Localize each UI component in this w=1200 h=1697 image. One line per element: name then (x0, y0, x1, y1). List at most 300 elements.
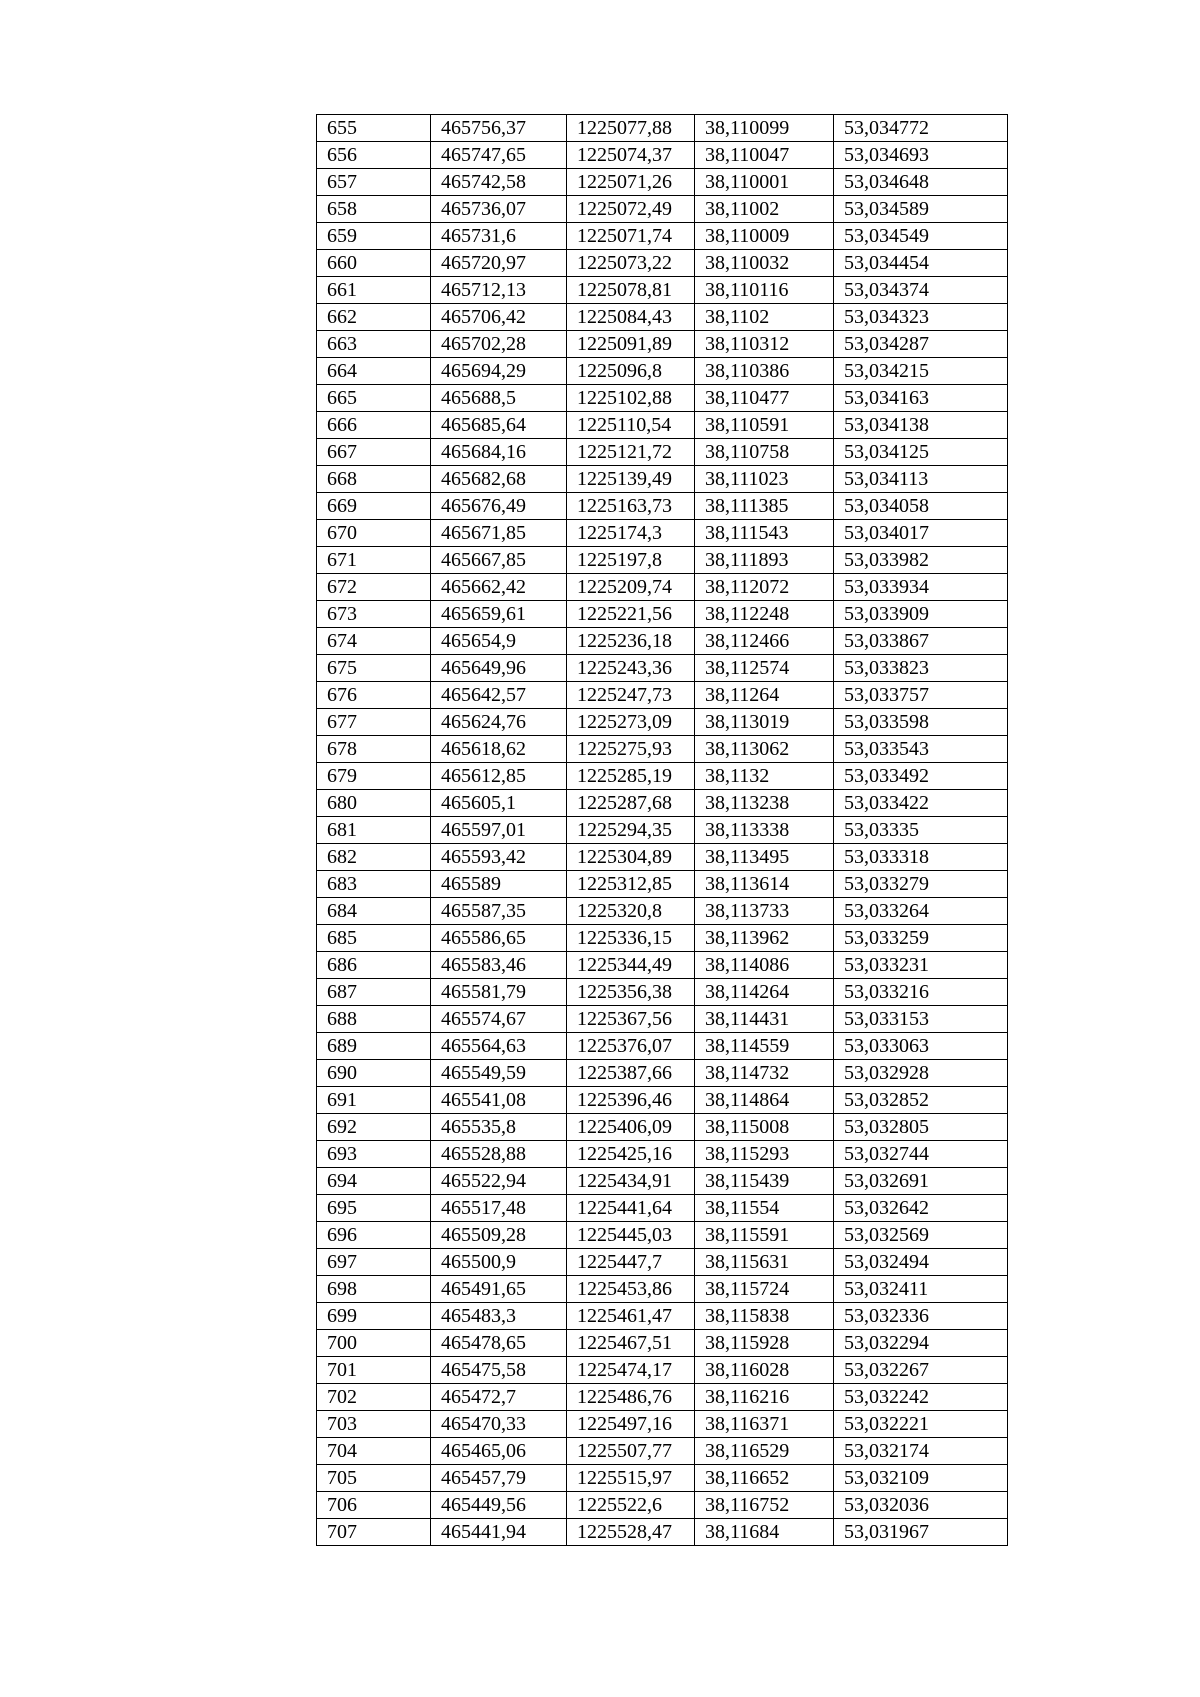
latitude-cell: 53,033422 (834, 790, 1008, 817)
latitude-cell: 53,032242 (834, 1384, 1008, 1411)
longitude-cell: 38,110032 (695, 250, 834, 277)
x-coordinate-cell: 465688,5 (431, 385, 567, 412)
latitude-cell: 53,032642 (834, 1195, 1008, 1222)
y-coordinate-cell: 1225320,8 (567, 898, 695, 925)
point-number-cell: 661 (317, 277, 431, 304)
x-coordinate-cell: 465475,58 (431, 1357, 567, 1384)
longitude-cell: 38,11264 (695, 682, 834, 709)
table-row (317, 1465, 1008, 1492)
point-number-cell: 698 (317, 1276, 431, 1303)
table-row (317, 1249, 1008, 1276)
longitude-cell: 38,115838 (695, 1303, 834, 1330)
longitude-cell: 38,110477 (695, 385, 834, 412)
point-number-cell: 682 (317, 844, 431, 871)
x-coordinate-cell: 465500,9 (431, 1249, 567, 1276)
x-coordinate-cell: 465684,16 (431, 439, 567, 466)
latitude-cell: 53,032691 (834, 1168, 1008, 1195)
point-number-cell: 705 (317, 1465, 431, 1492)
x-coordinate-cell: 465470,33 (431, 1411, 567, 1438)
latitude-cell: 53,034454 (834, 250, 1008, 277)
table-row (317, 736, 1008, 763)
longitude-cell: 38,115631 (695, 1249, 834, 1276)
y-coordinate-cell: 1225174,3 (567, 520, 695, 547)
y-coordinate-cell: 1225236,18 (567, 628, 695, 655)
table-row (317, 979, 1008, 1006)
y-coordinate-cell: 1225078,81 (567, 277, 695, 304)
x-coordinate-cell: 465731,6 (431, 223, 567, 250)
x-coordinate-cell: 465472,7 (431, 1384, 567, 1411)
point-number-cell: 690 (317, 1060, 431, 1087)
latitude-cell: 53,033216 (834, 979, 1008, 1006)
x-coordinate-cell: 465706,42 (431, 304, 567, 331)
table-row (317, 304, 1008, 331)
point-number-cell: 665 (317, 385, 431, 412)
y-coordinate-cell: 1225497,16 (567, 1411, 695, 1438)
longitude-cell: 38,110591 (695, 412, 834, 439)
table-row (317, 1141, 1008, 1168)
x-coordinate-cell: 465522,94 (431, 1168, 567, 1195)
latitude-cell: 53,034549 (834, 223, 1008, 250)
table-row (317, 1276, 1008, 1303)
table-row (317, 493, 1008, 520)
latitude-cell: 53,033264 (834, 898, 1008, 925)
table-row (317, 277, 1008, 304)
point-number-cell: 684 (317, 898, 431, 925)
longitude-cell: 38,110758 (695, 439, 834, 466)
table-row (317, 790, 1008, 817)
point-number-cell: 685 (317, 925, 431, 952)
point-number-cell: 688 (317, 1006, 431, 1033)
y-coordinate-cell: 1225077,88 (567, 115, 695, 142)
latitude-cell: 53,032267 (834, 1357, 1008, 1384)
latitude-cell: 53,032805 (834, 1114, 1008, 1141)
x-coordinate-cell: 465441,94 (431, 1519, 567, 1546)
longitude-cell: 38,111385 (695, 493, 834, 520)
table-row (317, 1168, 1008, 1195)
point-number-cell: 704 (317, 1438, 431, 1465)
point-number-cell: 678 (317, 736, 431, 763)
table-row (317, 439, 1008, 466)
longitude-cell: 38,116028 (695, 1357, 834, 1384)
y-coordinate-cell: 1225474,17 (567, 1357, 695, 1384)
y-coordinate-cell: 1225406,09 (567, 1114, 695, 1141)
longitude-cell: 38,114264 (695, 979, 834, 1006)
latitude-cell: 53,034589 (834, 196, 1008, 223)
x-coordinate-cell: 465583,46 (431, 952, 567, 979)
latitude-cell: 53,032852 (834, 1087, 1008, 1114)
y-coordinate-cell: 1225486,76 (567, 1384, 695, 1411)
point-number-cell: 663 (317, 331, 431, 358)
x-coordinate-cell: 465720,97 (431, 250, 567, 277)
longitude-cell: 38,115439 (695, 1168, 834, 1195)
y-coordinate-cell: 1225387,66 (567, 1060, 695, 1087)
latitude-cell: 53,033153 (834, 1006, 1008, 1033)
longitude-cell: 38,1102 (695, 304, 834, 331)
point-number-cell: 697 (317, 1249, 431, 1276)
coordinates-table-body (317, 115, 1008, 1546)
latitude-cell: 53,033823 (834, 655, 1008, 682)
x-coordinate-cell: 465618,62 (431, 736, 567, 763)
x-coordinate-cell: 465605,1 (431, 790, 567, 817)
point-number-cell: 660 (317, 250, 431, 277)
point-number-cell: 673 (317, 601, 431, 628)
longitude-cell: 38,114559 (695, 1033, 834, 1060)
x-coordinate-cell: 465747,65 (431, 142, 567, 169)
latitude-cell: 53,031967 (834, 1519, 1008, 1546)
point-number-cell: 706 (317, 1492, 431, 1519)
table-row (317, 142, 1008, 169)
x-coordinate-cell: 465682,68 (431, 466, 567, 493)
latitude-cell: 53,034323 (834, 304, 1008, 331)
latitude-cell: 53,034287 (834, 331, 1008, 358)
table-row (317, 547, 1008, 574)
table-row (317, 196, 1008, 223)
x-coordinate-cell: 465509,28 (431, 1222, 567, 1249)
latitude-cell: 53,032174 (834, 1438, 1008, 1465)
y-coordinate-cell: 1225074,37 (567, 142, 695, 169)
longitude-cell: 38,110386 (695, 358, 834, 385)
longitude-cell: 38,11684 (695, 1519, 834, 1546)
x-coordinate-cell: 465517,48 (431, 1195, 567, 1222)
point-number-cell: 691 (317, 1087, 431, 1114)
latitude-cell: 53,033231 (834, 952, 1008, 979)
latitude-cell: 53,032221 (834, 1411, 1008, 1438)
x-coordinate-cell: 465593,42 (431, 844, 567, 871)
latitude-cell: 53,033063 (834, 1033, 1008, 1060)
point-number-cell: 707 (317, 1519, 431, 1546)
table-row (317, 1438, 1008, 1465)
x-coordinate-cell: 465483,3 (431, 1303, 567, 1330)
point-number-cell: 693 (317, 1141, 431, 1168)
longitude-cell: 38,114086 (695, 952, 834, 979)
latitude-cell: 53,033909 (834, 601, 1008, 628)
table-row (317, 115, 1008, 142)
latitude-cell: 53,034017 (834, 520, 1008, 547)
x-coordinate-cell: 465597,01 (431, 817, 567, 844)
y-coordinate-cell: 1225304,89 (567, 844, 695, 871)
y-coordinate-cell: 1225461,47 (567, 1303, 695, 1330)
longitude-cell: 38,116652 (695, 1465, 834, 1492)
latitude-cell: 53,03335 (834, 817, 1008, 844)
point-number-cell: 692 (317, 1114, 431, 1141)
x-coordinate-cell: 465685,64 (431, 412, 567, 439)
point-number-cell: 658 (317, 196, 431, 223)
table-row (317, 358, 1008, 385)
point-number-cell: 655 (317, 115, 431, 142)
table-row (317, 466, 1008, 493)
point-number-cell: 674 (317, 628, 431, 655)
point-number-cell: 683 (317, 871, 431, 898)
longitude-cell: 38,116371 (695, 1411, 834, 1438)
longitude-cell: 38,115591 (695, 1222, 834, 1249)
y-coordinate-cell: 1225096,8 (567, 358, 695, 385)
longitude-cell: 38,115724 (695, 1276, 834, 1303)
y-coordinate-cell: 1225243,36 (567, 655, 695, 682)
y-coordinate-cell: 1225121,72 (567, 439, 695, 466)
longitude-cell: 38,110099 (695, 115, 834, 142)
table-row (317, 898, 1008, 925)
latitude-cell: 53,034374 (834, 277, 1008, 304)
point-number-cell: 656 (317, 142, 431, 169)
x-coordinate-cell: 465589 (431, 871, 567, 898)
table-row (317, 250, 1008, 277)
point-number-cell: 664 (317, 358, 431, 385)
longitude-cell: 38,113019 (695, 709, 834, 736)
point-number-cell: 659 (317, 223, 431, 250)
table-row (317, 223, 1008, 250)
point-number-cell: 670 (317, 520, 431, 547)
table-row (317, 1357, 1008, 1384)
y-coordinate-cell: 1225356,38 (567, 979, 695, 1006)
point-number-cell: 695 (317, 1195, 431, 1222)
x-coordinate-cell: 465478,65 (431, 1330, 567, 1357)
x-coordinate-cell: 465449,56 (431, 1492, 567, 1519)
table-row (317, 169, 1008, 196)
latitude-cell: 53,032411 (834, 1276, 1008, 1303)
table-row (317, 1222, 1008, 1249)
x-coordinate-cell: 465654,9 (431, 628, 567, 655)
y-coordinate-cell: 1225247,73 (567, 682, 695, 709)
latitude-cell: 53,034693 (834, 142, 1008, 169)
longitude-cell: 38,112248 (695, 601, 834, 628)
table-row (317, 682, 1008, 709)
point-number-cell: 689 (317, 1033, 431, 1060)
longitude-cell: 38,110001 (695, 169, 834, 196)
point-number-cell: 699 (317, 1303, 431, 1330)
longitude-cell: 38,116216 (695, 1384, 834, 1411)
longitude-cell: 38,114864 (695, 1087, 834, 1114)
latitude-cell: 53,034215 (834, 358, 1008, 385)
longitude-cell: 38,110116 (695, 277, 834, 304)
table-row (317, 385, 1008, 412)
y-coordinate-cell: 1225102,88 (567, 385, 695, 412)
latitude-cell: 53,032294 (834, 1330, 1008, 1357)
longitude-cell: 38,115293 (695, 1141, 834, 1168)
longitude-cell: 38,116752 (695, 1492, 834, 1519)
x-coordinate-cell: 465662,42 (431, 574, 567, 601)
point-number-cell: 676 (317, 682, 431, 709)
table-row (317, 601, 1008, 628)
table-row (317, 1114, 1008, 1141)
y-coordinate-cell: 1225285,19 (567, 763, 695, 790)
longitude-cell: 38,113338 (695, 817, 834, 844)
table-row (317, 574, 1008, 601)
table-row (317, 1330, 1008, 1357)
y-coordinate-cell: 1225447,7 (567, 1249, 695, 1276)
longitude-cell: 38,116529 (695, 1438, 834, 1465)
y-coordinate-cell: 1225528,47 (567, 1519, 695, 1546)
longitude-cell: 38,11554 (695, 1195, 834, 1222)
x-coordinate-cell: 465528,88 (431, 1141, 567, 1168)
y-coordinate-cell: 1225515,97 (567, 1465, 695, 1492)
x-coordinate-cell: 465549,59 (431, 1060, 567, 1087)
longitude-cell: 38,110312 (695, 331, 834, 358)
latitude-cell: 53,032109 (834, 1465, 1008, 1492)
x-coordinate-cell: 465457,79 (431, 1465, 567, 1492)
y-coordinate-cell: 1225507,77 (567, 1438, 695, 1465)
y-coordinate-cell: 1225312,85 (567, 871, 695, 898)
y-coordinate-cell: 1225163,73 (567, 493, 695, 520)
latitude-cell: 53,032569 (834, 1222, 1008, 1249)
x-coordinate-cell: 465712,13 (431, 277, 567, 304)
x-coordinate-cell: 465694,29 (431, 358, 567, 385)
latitude-cell: 53,033934 (834, 574, 1008, 601)
longitude-cell: 38,112072 (695, 574, 834, 601)
table-row (317, 1087, 1008, 1114)
y-coordinate-cell: 1225071,26 (567, 169, 695, 196)
longitude-cell: 38,113062 (695, 736, 834, 763)
x-coordinate-cell: 465491,65 (431, 1276, 567, 1303)
point-number-cell: 662 (317, 304, 431, 331)
x-coordinate-cell: 465742,58 (431, 169, 567, 196)
point-number-cell: 703 (317, 1411, 431, 1438)
latitude-cell: 53,033492 (834, 763, 1008, 790)
y-coordinate-cell: 1225221,56 (567, 601, 695, 628)
latitude-cell: 53,033598 (834, 709, 1008, 736)
table-row (317, 655, 1008, 682)
x-coordinate-cell: 465649,96 (431, 655, 567, 682)
x-coordinate-cell: 465586,65 (431, 925, 567, 952)
point-number-cell: 675 (317, 655, 431, 682)
x-coordinate-cell: 465736,07 (431, 196, 567, 223)
longitude-cell: 38,11002 (695, 196, 834, 223)
point-number-cell: 686 (317, 952, 431, 979)
y-coordinate-cell: 1225434,91 (567, 1168, 695, 1195)
point-number-cell: 702 (317, 1384, 431, 1411)
x-coordinate-cell: 465581,79 (431, 979, 567, 1006)
point-number-cell: 671 (317, 547, 431, 574)
y-coordinate-cell: 1225376,07 (567, 1033, 695, 1060)
table-row (317, 844, 1008, 871)
x-coordinate-cell: 465541,08 (431, 1087, 567, 1114)
y-coordinate-cell: 1225367,56 (567, 1006, 695, 1033)
y-coordinate-cell: 1225209,74 (567, 574, 695, 601)
latitude-cell: 53,034125 (834, 439, 1008, 466)
table-row (317, 1492, 1008, 1519)
x-coordinate-cell: 465612,85 (431, 763, 567, 790)
latitude-cell: 53,033279 (834, 871, 1008, 898)
point-number-cell: 687 (317, 979, 431, 1006)
latitude-cell: 53,033867 (834, 628, 1008, 655)
y-coordinate-cell: 1225453,86 (567, 1276, 695, 1303)
x-coordinate-cell: 465659,61 (431, 601, 567, 628)
longitude-cell: 38,111543 (695, 520, 834, 547)
latitude-cell: 53,033757 (834, 682, 1008, 709)
y-coordinate-cell: 1225294,35 (567, 817, 695, 844)
x-coordinate-cell: 465624,76 (431, 709, 567, 736)
table-row (317, 628, 1008, 655)
y-coordinate-cell: 1225441,64 (567, 1195, 695, 1222)
latitude-cell: 53,033318 (834, 844, 1008, 871)
y-coordinate-cell: 1225344,49 (567, 952, 695, 979)
x-coordinate-cell: 465676,49 (431, 493, 567, 520)
table-row (317, 871, 1008, 898)
latitude-cell: 53,033982 (834, 547, 1008, 574)
point-number-cell: 701 (317, 1357, 431, 1384)
y-coordinate-cell: 1225197,8 (567, 547, 695, 574)
latitude-cell: 53,033543 (834, 736, 1008, 763)
latitude-cell: 53,034058 (834, 493, 1008, 520)
x-coordinate-cell: 465574,67 (431, 1006, 567, 1033)
y-coordinate-cell: 1225273,09 (567, 709, 695, 736)
latitude-cell: 53,034772 (834, 115, 1008, 142)
latitude-cell: 53,032336 (834, 1303, 1008, 1330)
y-coordinate-cell: 1225336,15 (567, 925, 695, 952)
y-coordinate-cell: 1225287,68 (567, 790, 695, 817)
table-row (317, 1384, 1008, 1411)
x-coordinate-cell: 465702,28 (431, 331, 567, 358)
longitude-cell: 38,114732 (695, 1060, 834, 1087)
table-row (317, 1303, 1008, 1330)
latitude-cell: 53,033259 (834, 925, 1008, 952)
longitude-cell: 38,115928 (695, 1330, 834, 1357)
x-coordinate-cell: 465535,8 (431, 1114, 567, 1141)
longitude-cell: 38,1132 (695, 763, 834, 790)
point-number-cell: 672 (317, 574, 431, 601)
y-coordinate-cell: 1225110,54 (567, 412, 695, 439)
point-number-cell: 696 (317, 1222, 431, 1249)
x-coordinate-cell: 465587,35 (431, 898, 567, 925)
x-coordinate-cell: 465756,37 (431, 115, 567, 142)
table-row (317, 1060, 1008, 1087)
longitude-cell: 38,113238 (695, 790, 834, 817)
latitude-cell: 53,034113 (834, 466, 1008, 493)
longitude-cell: 38,111023 (695, 466, 834, 493)
y-coordinate-cell: 1225072,49 (567, 196, 695, 223)
table-row (317, 412, 1008, 439)
y-coordinate-cell: 1225467,51 (567, 1330, 695, 1357)
latitude-cell: 53,032744 (834, 1141, 1008, 1168)
y-coordinate-cell: 1225073,22 (567, 250, 695, 277)
y-coordinate-cell: 1225139,49 (567, 466, 695, 493)
longitude-cell: 38,110047 (695, 142, 834, 169)
table-row (317, 817, 1008, 844)
table-row (317, 1195, 1008, 1222)
table-row (317, 520, 1008, 547)
longitude-cell: 38,113962 (695, 925, 834, 952)
table-row (317, 952, 1008, 979)
table-row (317, 1033, 1008, 1060)
x-coordinate-cell: 465667,85 (431, 547, 567, 574)
point-number-cell: 679 (317, 763, 431, 790)
point-number-cell: 667 (317, 439, 431, 466)
x-coordinate-cell: 465671,85 (431, 520, 567, 547)
latitude-cell: 53,032036 (834, 1492, 1008, 1519)
table-row (317, 925, 1008, 952)
longitude-cell: 38,115008 (695, 1114, 834, 1141)
y-coordinate-cell: 1225396,46 (567, 1087, 695, 1114)
longitude-cell: 38,112574 (695, 655, 834, 682)
table-row (317, 763, 1008, 790)
point-number-cell: 694 (317, 1168, 431, 1195)
point-number-cell: 680 (317, 790, 431, 817)
latitude-cell: 53,034138 (834, 412, 1008, 439)
point-number-cell: 657 (317, 169, 431, 196)
y-coordinate-cell: 1225425,16 (567, 1141, 695, 1168)
x-coordinate-cell: 465642,57 (431, 682, 567, 709)
longitude-cell: 38,113495 (695, 844, 834, 871)
point-number-cell: 669 (317, 493, 431, 520)
x-coordinate-cell: 465564,63 (431, 1033, 567, 1060)
y-coordinate-cell: 1225275,93 (567, 736, 695, 763)
table-row (317, 1519, 1008, 1546)
table-row (317, 709, 1008, 736)
longitude-cell: 38,111893 (695, 547, 834, 574)
y-coordinate-cell: 1225522,6 (567, 1492, 695, 1519)
y-coordinate-cell: 1225084,43 (567, 304, 695, 331)
longitude-cell: 38,110009 (695, 223, 834, 250)
point-number-cell: 668 (317, 466, 431, 493)
